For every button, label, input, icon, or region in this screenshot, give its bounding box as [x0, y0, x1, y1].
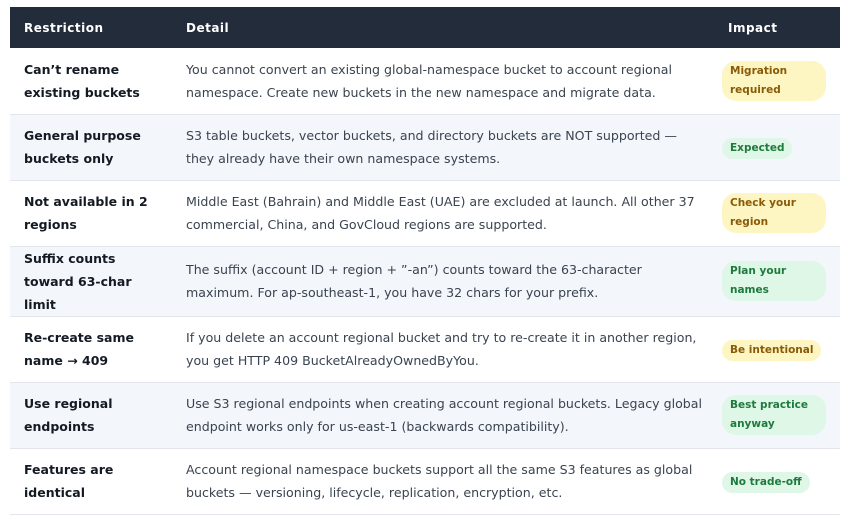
header-row: [10, 7, 840, 48]
impact-badge: Be intentional: [722, 340, 821, 361]
table-row: [10, 382, 840, 448]
detail-cell: Use S3 regional endpoints when creating account regional buckets. Legacy global endpoint works only for us-east-1 (backwards compatibility).: [186, 396, 702, 434]
restriction-cell: Suffix counts toward 63-char limit: [24, 250, 132, 312]
impact-cell: [714, 316, 840, 382]
detail-cell: Account regional namespace buckets support all the same S3 features as global buckets — versioning, lifecycle, replication, encryption, etc.: [186, 462, 693, 500]
restriction-cell: General purpose buckets only: [24, 128, 141, 166]
impact-cell: [714, 180, 840, 246]
impact-badge: Check your region: [722, 193, 826, 233]
table-row: [10, 316, 840, 382]
table-row: [10, 114, 840, 180]
impact-cell: [714, 114, 840, 180]
restriction-cell: Not available in 2 regions: [24, 194, 148, 232]
table-row: [10, 448, 840, 514]
restrictions-table-container: [10, 7, 840, 515]
impact-cell: [714, 382, 840, 448]
impact-badge: Plan your names: [722, 261, 826, 301]
impact-badge: Migration required: [722, 61, 826, 101]
restriction-cell: Use regional endpoints: [24, 396, 113, 434]
detail-cell: S3 table buckets, vector buckets, and directory buckets are NOT supported — they already have their own namespace systems.: [186, 128, 677, 166]
impact-cell: [714, 48, 840, 114]
impact-badge: No trade-off: [722, 472, 810, 493]
detail-cell: If you delete an account regional bucket and try to re-create it in another region, you get HTTP 409 BucketAlreadyOwnedByYou.: [186, 330, 697, 368]
table-row: [10, 180, 840, 246]
restriction-cell: Features are identical: [24, 462, 114, 500]
impact-badge: Expected: [722, 138, 792, 159]
restriction-cell: Re-create same name → 409: [24, 330, 134, 368]
detail-cell: You cannot convert an existing global-namespace bucket to account regional namespace. Create new buckets in the new namespace and migrate data.: [186, 61, 672, 100]
table-header: [10, 7, 840, 48]
header-impact: Impact: [728, 20, 778, 35]
impact-badge: Best practice anyway: [722, 395, 826, 435]
detail-cell: The suffix (account ID + region + ”-an”) counts toward the 63-character maximum. For ap-southeast-1, you have 32 chars for your prefix.: [186, 262, 642, 300]
table-row: [10, 246, 840, 316]
table-body: [10, 48, 840, 514]
detail-cell: Middle East (Bahrain) and Middle East (UAE) are excluded at launch. All other 37 commercial, China, and GovCloud regions are supported.: [186, 194, 695, 232]
header-restriction: Restriction: [24, 20, 104, 35]
restrictions-table: [10, 7, 840, 515]
impact-cell: [714, 448, 840, 514]
header-detail: Detail: [186, 20, 230, 35]
restriction-cell: Can’t rename existing buckets: [24, 61, 140, 100]
impact-cell: [714, 246, 840, 316]
table-row: [10, 48, 840, 114]
